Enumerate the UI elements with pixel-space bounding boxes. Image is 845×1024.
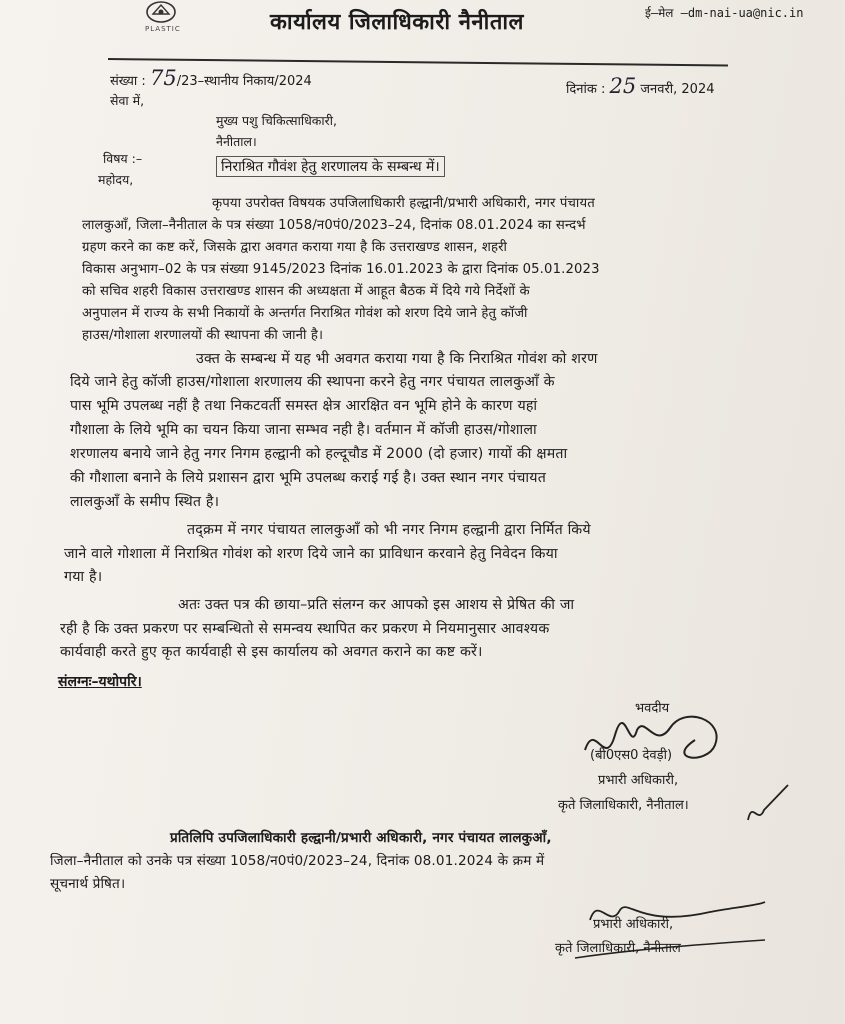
bhavdiya: भवदीय [635, 701, 670, 716]
signatory-designation: प्रभारी अधिकारी, [598, 773, 679, 788]
para3-line: जाने वाले गोशाला में निराश्रित गोवंश को शरण दिये जाने का प्राविधान करवाने हेतु निवेदन किया [64, 546, 558, 562]
addressee-line2: नैनीताल। [216, 134, 257, 149]
para4-line: कार्यवाही करते हुए कृत कार्यवाही से इस कार्यालय को अवगत कराने का कष्ट करें। [60, 644, 483, 660]
signature-tick-icon [738, 780, 798, 830]
salutation: महोदय, [98, 172, 134, 187]
signatory-name: (बी0एस0 देवड़ी) [590, 748, 673, 763]
reference-number [110, 66, 312, 90]
copy-line: जिला–नैनीताल को उनके पत्र संख्या 1058/न0पं0/2023–24, दिनांक 08.01.2024 के क्रम में [50, 853, 545, 869]
para2-line: लालकुआँ के समीप स्थित है। [70, 494, 220, 510]
para4-line: अतः उक्त पत्र की छाया–प्रति संलग्न कर आपको इस आशय से प्रेषित की जा [178, 597, 575, 613]
reference-label: संख्या : [110, 74, 146, 89]
date-handwritten-day: 25 [609, 74, 637, 98]
para4-line: रही है कि उक्त प्रकरण पर सम्बन्धितो से समन्वय स्थापित कर प्रकरण मे नियमानुसार आवश्यक [60, 621, 550, 637]
date-rest: जनवरी, 2024 [640, 82, 715, 97]
second-office: कृते जिलाधिकारी, नैनीताल [555, 941, 681, 956]
para2-line: दिये जाने हेतु कॉजी हाउस/गोशाला शरणालय की स्थापना करने हेतु नगर पंचायत लालकुआँ के [70, 374, 555, 390]
seva-me: सेवा में, [110, 93, 145, 108]
para1-line: अनुपालन में राज्य के सभी निकायों के अन्तर्गत निराश्रित गोवंश को शरण दिये जाने हेतु कॉजी [82, 306, 528, 321]
para3-line: गया है। [64, 569, 103, 585]
para2-line: की गौशाला बनाने के लिये प्रशासन द्वारा भूमि उपलब्ध कराई गई है। उक्त स्थान नगर पंचायत [70, 470, 547, 486]
copy-line [170, 827, 552, 846]
para3-line: तद्क्रम में नगर पंचायत लालकुआँ को भी नगर निगम हल्द्वानी द्वारा निर्मित किये [187, 522, 591, 538]
subject-text: निराश्रित गौवंश हेतु शरणालय के सम्बन्ध में। [216, 156, 445, 177]
para1-line: लालकुआँ, जिला–नैनीताल के पत्र संख्या 1058/न0पं0/2023–24, दिनांक 08.01.2024 का सन्दर्भ [82, 218, 586, 233]
signatory-office: कृते जिलाधिकारी, नैनीताल। [558, 798, 689, 813]
copy-line-text: प्रतिलिपि उपजिलाधिकारी हल्द्वानी/प्रभारी अधिकारी, नगर पंचायत लालकुआँ, [170, 830, 552, 846]
reference-handwritten-number: 75 [149, 66, 177, 90]
subject-label: विषय :– [103, 151, 143, 166]
para1-line: हाउस/गोशाला शरणालयों की स्थापना की जानी है। [82, 328, 324, 343]
letter-date [566, 74, 715, 98]
para1-line: को सचिव शहरी विकास उत्तराखण्ड शासन की अध्यक्षता में आहूत बैठक में दिये गये निर्देशों के [82, 284, 530, 299]
date-label: दिनांक : [566, 82, 606, 97]
recycle-logo-icon [135, 0, 187, 24]
copy-line: सूचनार्थ प्रेषित। [50, 876, 126, 892]
email-address: ई–मेल –dm-nai-ua@nic.in [645, 6, 804, 20]
para2-line: उक्त के सम्बन्ध में यह भी अवगत कराया गया है कि निराश्रित गोवंश को शरण [196, 351, 598, 367]
reference-suffix: /23–स्थानीय निकाय/2024 [176, 74, 312, 89]
enclosure-note: संलग्नः–यथोपरि। [58, 674, 142, 690]
logo-text: PLASTIC [145, 25, 181, 33]
para2-line: गौशाला के लिये भूमि का चयन किया जाना सम्भव नही है। वर्तमान में कॉजी हाउस/गोशाला [70, 422, 537, 438]
addressee-line1: मुख्य पशु चिकित्साधिकारी, [216, 113, 337, 128]
para1-line: विकास अनुभाग–02 के पत्र संख्या 9145/2023 दिनांक 16.01.2023 के द्वारा दिनांक 05.01.2023 [82, 262, 600, 277]
para1-line: कृपया उपरोक्त विषयक उपजिलाधिकारी हल्द्वानी/प्रभारी अधिकारी, नगर पंचायत [212, 196, 595, 211]
para1-line: ग्रहण करने का कष्ट करें, जिसके द्वारा अवगत कराया गया है कि उत्तराखण्ड शासन, शहरी [82, 240, 508, 255]
para2-line: पास भूमि उपलब्ध नहीं है तथा निकटवर्ती समस्त क्षेत्र आरक्षित वन भूमि होने के कारण यहां [70, 398, 538, 414]
office-title: कार्यालय जिलाधिकारी नैनीताल [270, 10, 524, 35]
para2-line: शरणालय बनाये जाने हेतु नगर निगम हल्द्वानी को हल्दूचौड में 2000 (दो हजार) गायों की क्षमता [70, 446, 568, 462]
second-designation: प्रभारी अधिकारी, [593, 917, 674, 932]
plastic-logo [135, 0, 187, 34]
